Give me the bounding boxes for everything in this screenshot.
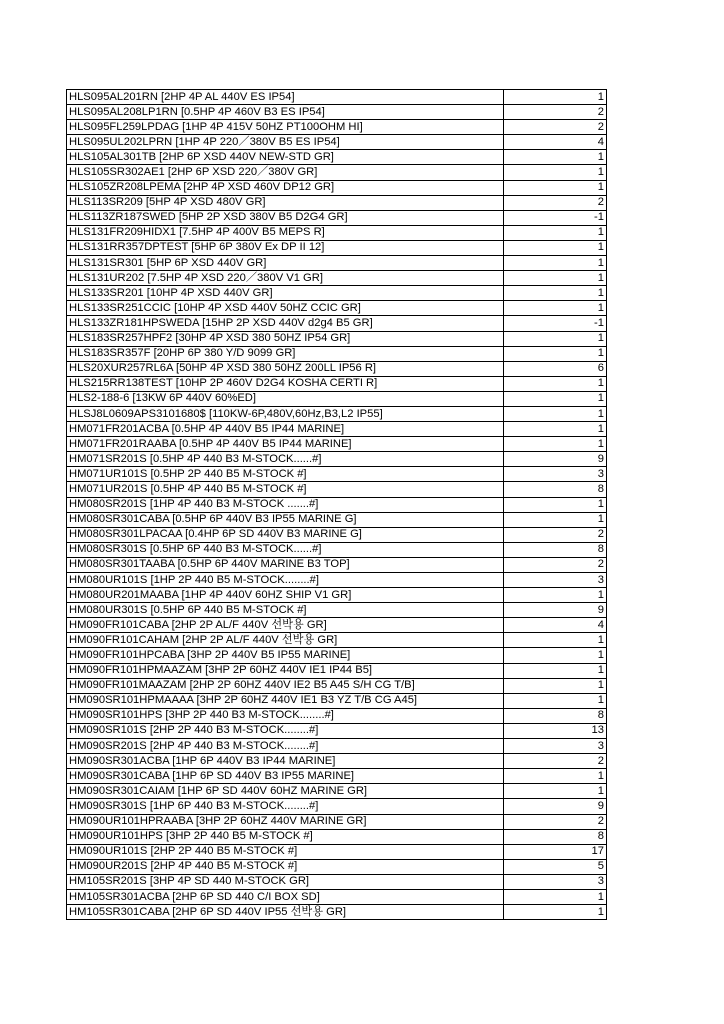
quantity-cell: 1 <box>504 286 607 301</box>
table-row <box>67 663 607 678</box>
table-row <box>67 905 607 920</box>
quantity-cell: 1 <box>504 693 607 708</box>
item-description-cell: HLS131UR202 [7.5HP 4P XSD 220／380V V1 GR] <box>67 271 504 286</box>
table-row <box>67 693 607 708</box>
quantity-cell: 17 <box>504 844 607 859</box>
table-row <box>67 195 607 210</box>
item-description-cell: HM090FR101HPCABA [3HP 2P 440V B5 IP55 MARINE] <box>67 648 504 663</box>
item-description-cell: HLS105AL301TB [2HP 6P XSD 440V NEW-STD GR] <box>67 150 504 165</box>
table-row <box>67 784 607 799</box>
quantity-cell: 1 <box>504 301 607 316</box>
table-row <box>67 210 607 225</box>
table-row <box>67 678 607 693</box>
item-description-cell: HM090SR101S [2HP 2P 440 B3 M-STOCK........#] <box>67 723 504 738</box>
table-row <box>67 844 607 859</box>
quantity-cell: 2 <box>504 120 607 135</box>
item-description-cell: HLS215RR138TEST [10HP 2P 460V D2G4 KOSHA CERTI R] <box>67 376 504 391</box>
table-row <box>67 331 607 346</box>
table-row <box>67 603 607 618</box>
item-description-cell: HM090SR301CABA [1HP 6P SD 440V B3 IP55 MARINE] <box>67 769 504 784</box>
item-description-cell: HLS095UL202LPRN [1HP 4P 220／380V B5 ES IP54] <box>67 135 504 150</box>
item-description-cell: HLS131SR301 [5HP 6P XSD 440V GR] <box>67 256 504 271</box>
item-description-cell: HM090UR101S [2HP 2P 440 B5 M-STOCK #] <box>67 844 504 859</box>
item-description-cell: HM071FR201RAABA [0.5HP 4P 440V B5 IP44 MARINE] <box>67 437 504 452</box>
table-row <box>67 512 607 527</box>
quantity-cell: 1 <box>504 256 607 271</box>
table-row <box>67 754 607 769</box>
table-row <box>67 618 607 633</box>
item-description-cell: HM090SR301CAIAM [1HP 6P SD 440V 60HZ MARINE GR] <box>67 784 504 799</box>
item-description-cell: HM071SR201S [0.5HP 4P 440 B3 M-STOCK......#] <box>67 452 504 467</box>
quantity-cell: 2 <box>504 814 607 829</box>
quantity-cell: 1 <box>504 376 607 391</box>
item-description-cell: HM090FR101CAHAM [2HP 2P AL/F 440V 선박용 GR] <box>67 633 504 648</box>
table-row <box>67 225 607 240</box>
item-description-cell: HM080SR201S [1HP 4P 440 B3 M-STOCK .......#] <box>67 497 504 512</box>
table-row <box>67 301 607 316</box>
quantity-cell: 2 <box>504 105 607 120</box>
table-row <box>67 648 607 663</box>
quantity-cell: 2 <box>504 557 607 572</box>
table-row <box>67 422 607 437</box>
item-description-cell: HM090UR101HPRAABA [3HP 2P 60HZ 440V MARINE GR] <box>67 814 504 829</box>
quantity-cell: 8 <box>504 829 607 844</box>
quantity-cell: 1 <box>504 422 607 437</box>
item-description-cell: HM105SR201S [3HP 4P SD 440 M-STOCK GR] <box>67 874 504 889</box>
item-description-cell: HLS113ZR187SWED [5HP 2P XSD 380V B5 D2G4 GR] <box>67 210 504 225</box>
quantity-cell: 1 <box>504 346 607 361</box>
quantity-cell: 3 <box>504 739 607 754</box>
quantity-cell: 1 <box>504 588 607 603</box>
quantity-cell: 9 <box>504 452 607 467</box>
table-row <box>67 814 607 829</box>
table-row <box>67 437 607 452</box>
table-row <box>67 105 607 120</box>
table-row <box>67 708 607 723</box>
quantity-cell: 8 <box>504 542 607 557</box>
table-row <box>67 829 607 844</box>
item-description-cell: HM090FR101HPMAAZAM [3HP 2P 60HZ 440V IE1 IP44 B5] <box>67 663 504 678</box>
item-description-cell: HM090UR201S [2HP 4P 440 B5 M-STOCK #] <box>67 859 504 874</box>
quantity-cell: 1 <box>504 784 607 799</box>
table-row <box>67 135 607 150</box>
item-description-cell: HM080SR301CABA [0.5HP 6P 440V B3 IP55 MARINE G] <box>67 512 504 527</box>
item-description-cell: HLSJ8L0609APS3101680$ [110KW-6P,480V,60Hz,B3,L2 IP55] <box>67 406 504 421</box>
table-row <box>67 769 607 784</box>
table-row <box>67 482 607 497</box>
table-row <box>67 542 607 557</box>
table-row <box>67 859 607 874</box>
table-row <box>67 120 607 135</box>
item-description-cell: HLS183SR257HPF2 [30HP 4P XSD 380 50HZ IP54 GR] <box>67 331 504 346</box>
quantity-cell: 1 <box>504 678 607 693</box>
table-row <box>67 799 607 814</box>
quantity-cell: 1 <box>504 437 607 452</box>
item-description-cell: HLS095AL201RN [2HP 4P AL 440V ES IP54] <box>67 90 504 105</box>
item-description-cell: HM105SR301CABA [2HP 6P SD 440V IP55 선박용 GR] <box>67 905 504 920</box>
quantity-cell: 2 <box>504 195 607 210</box>
inventory-table-body <box>67 90 607 920</box>
quantity-cell: -1 <box>504 316 607 331</box>
table-row <box>67 874 607 889</box>
quantity-cell: 1 <box>504 512 607 527</box>
table-row <box>67 633 607 648</box>
table-row <box>67 573 607 588</box>
table-row <box>67 527 607 542</box>
quantity-cell: 3 <box>504 573 607 588</box>
table-row <box>67 391 607 406</box>
item-description-cell: HLS095AL208LP1RN [0.5HP 4P 460V B3 ES IP54] <box>67 105 504 120</box>
quantity-cell: 1 <box>504 648 607 663</box>
quantity-cell: 1 <box>504 497 607 512</box>
table-row <box>67 346 607 361</box>
table-row <box>67 723 607 738</box>
table-row <box>67 150 607 165</box>
item-description-cell: HLS183SR357F [20HP 6P 380 Y/D 9099 GR] <box>67 346 504 361</box>
item-description-cell: HLS095FL259LPDAG [1HP 4P 415V 50HZ PT100OHM HI] <box>67 120 504 135</box>
quantity-cell: 1 <box>504 240 607 255</box>
table-row <box>67 497 607 512</box>
quantity-cell: 1 <box>504 769 607 784</box>
quantity-cell: 1 <box>504 165 607 180</box>
item-description-cell: HLS20XUR257RL6A [50HP 4P XSD 380 50HZ 200LL IP56 R] <box>67 361 504 376</box>
item-description-cell: HM071UR201S [0.5HP 4P 440 B5 M-STOCK #] <box>67 482 504 497</box>
quantity-cell: 8 <box>504 482 607 497</box>
item-description-cell: HM105SR301ACBA [2HP 6P SD 440 C/I BOX SD] <box>67 889 504 904</box>
quantity-cell: 1 <box>504 406 607 421</box>
item-description-cell: HM080UR201MAABA [1HP 4P 440V 60HZ SHIP V1 GR] <box>67 588 504 603</box>
quantity-cell: 2 <box>504 527 607 542</box>
item-description-cell: HM080SR301S [0.5HP 6P 440 B3 M-STOCK......#] <box>67 542 504 557</box>
table-row <box>67 467 607 482</box>
table-row <box>67 316 607 331</box>
quantity-cell: 9 <box>504 603 607 618</box>
quantity-cell: 1 <box>504 663 607 678</box>
table-row <box>67 271 607 286</box>
item-description-cell: HM090SR301S [1HP 6P 440 B3 M-STOCK........#] <box>67 799 504 814</box>
quantity-cell: 6 <box>504 361 607 376</box>
item-description-cell: HM080UR101S [1HP 2P 440 B5 M-STOCK........#] <box>67 573 504 588</box>
table-row <box>67 180 607 195</box>
table-row <box>67 406 607 421</box>
item-description-cell: HLS133ZR181HPSWEDA [15HP 2P XSD 440V d2g4 B5 GR] <box>67 316 504 331</box>
table-row <box>67 376 607 391</box>
quantity-cell: 4 <box>504 135 607 150</box>
item-description-cell: HLS133SR201 [10HP 4P XSD 440V GR] <box>67 286 504 301</box>
quantity-cell: 3 <box>504 874 607 889</box>
inventory-table <box>66 89 607 920</box>
table-row <box>67 739 607 754</box>
quantity-cell: 1 <box>504 331 607 346</box>
quantity-cell: 1 <box>504 391 607 406</box>
item-description-cell: HLS113SR209 [5HP 4P XSD 480V GR] <box>67 195 504 210</box>
item-description-cell: HM080UR301S [0.5HP 6P 440 B5 M-STOCK #] <box>67 603 504 618</box>
quantity-cell: 8 <box>504 708 607 723</box>
quantity-cell: 1 <box>504 905 607 920</box>
table-row <box>67 452 607 467</box>
item-description-cell: HM090FR101MAAZAM [2HP 2P 60HZ 440V IE2 B5 A45 S/H CG T/B] <box>67 678 504 693</box>
item-description-cell: HM071UR101S [0.5HP 2P 440 B5 M-STOCK #] <box>67 467 504 482</box>
quantity-cell: 9 <box>504 799 607 814</box>
quantity-cell: 4 <box>504 618 607 633</box>
table-row <box>67 557 607 572</box>
item-description-cell: HM090UR101HPS [3HP 2P 440 B5 M-STOCK #] <box>67 829 504 844</box>
item-description-cell: HM090SR101HPMAAAA [3HP 2P 60HZ 440V IE1 B3 YZ T/B CG A45] <box>67 693 504 708</box>
item-description-cell: HLS131FR209HIDX1 [7.5HP 4P 400V B5 MEPS R] <box>67 225 504 240</box>
item-description-cell: HM080SR301TAABA [0.5HP 6P 440V MARINE B3 TOP] <box>67 557 504 572</box>
quantity-cell: 1 <box>504 633 607 648</box>
quantity-cell: 13 <box>504 723 607 738</box>
table-row <box>67 889 607 904</box>
table-row <box>67 256 607 271</box>
item-description-cell: HLS105ZR208LPEMA [2HP 4P XSD 460V DP12 GR] <box>67 180 504 195</box>
quantity-cell: 2 <box>504 754 607 769</box>
quantity-cell: 5 <box>504 859 607 874</box>
table-row <box>67 240 607 255</box>
item-description-cell: HM090SR301ACBA [1HP 6P 440V B3 IP44 MARINE] <box>67 754 504 769</box>
table-row <box>67 165 607 180</box>
item-description-cell: HLS131RR357DPTEST [5HP 6P 380V Ex DP II 12] <box>67 240 504 255</box>
item-description-cell: HLS2-188-6 [13KW 6P 440V 60%ED] <box>67 391 504 406</box>
quantity-cell: 1 <box>504 225 607 240</box>
item-description-cell: HM071FR201ACBA [0.5HP 4P 440V B5 IP44 MARINE] <box>67 422 504 437</box>
table-row <box>67 286 607 301</box>
item-description-cell: HM090FR101CABA [2HP 2P AL/F 440V 선박용 GR] <box>67 618 504 633</box>
table-row <box>67 588 607 603</box>
quantity-cell: 1 <box>504 90 607 105</box>
item-description-cell: HM090SR101HPS [3HP 2P 440 B3 M-STOCK........#] <box>67 708 504 723</box>
table-row <box>67 90 607 105</box>
item-description-cell: HM090SR201S [2HP 4P 440 B3 M-STOCK........#] <box>67 739 504 754</box>
quantity-cell: 1 <box>504 271 607 286</box>
item-description-cell: HLS133SR251CCIC [10HP 4P XSD 440V 50HZ CCIC GR] <box>67 301 504 316</box>
quantity-cell: 1 <box>504 889 607 904</box>
item-description-cell: HLS105SR302AE1 [2HP 6P XSD 220／380V GR] <box>67 165 504 180</box>
quantity-cell: -1 <box>504 210 607 225</box>
quantity-cell: 1 <box>504 150 607 165</box>
quantity-cell: 3 <box>504 467 607 482</box>
item-description-cell: HM080SR301LPACAA [0.4HP 6P SD 440V B3 MARINE G] <box>67 527 504 542</box>
table-row <box>67 361 607 376</box>
quantity-cell: 1 <box>504 180 607 195</box>
